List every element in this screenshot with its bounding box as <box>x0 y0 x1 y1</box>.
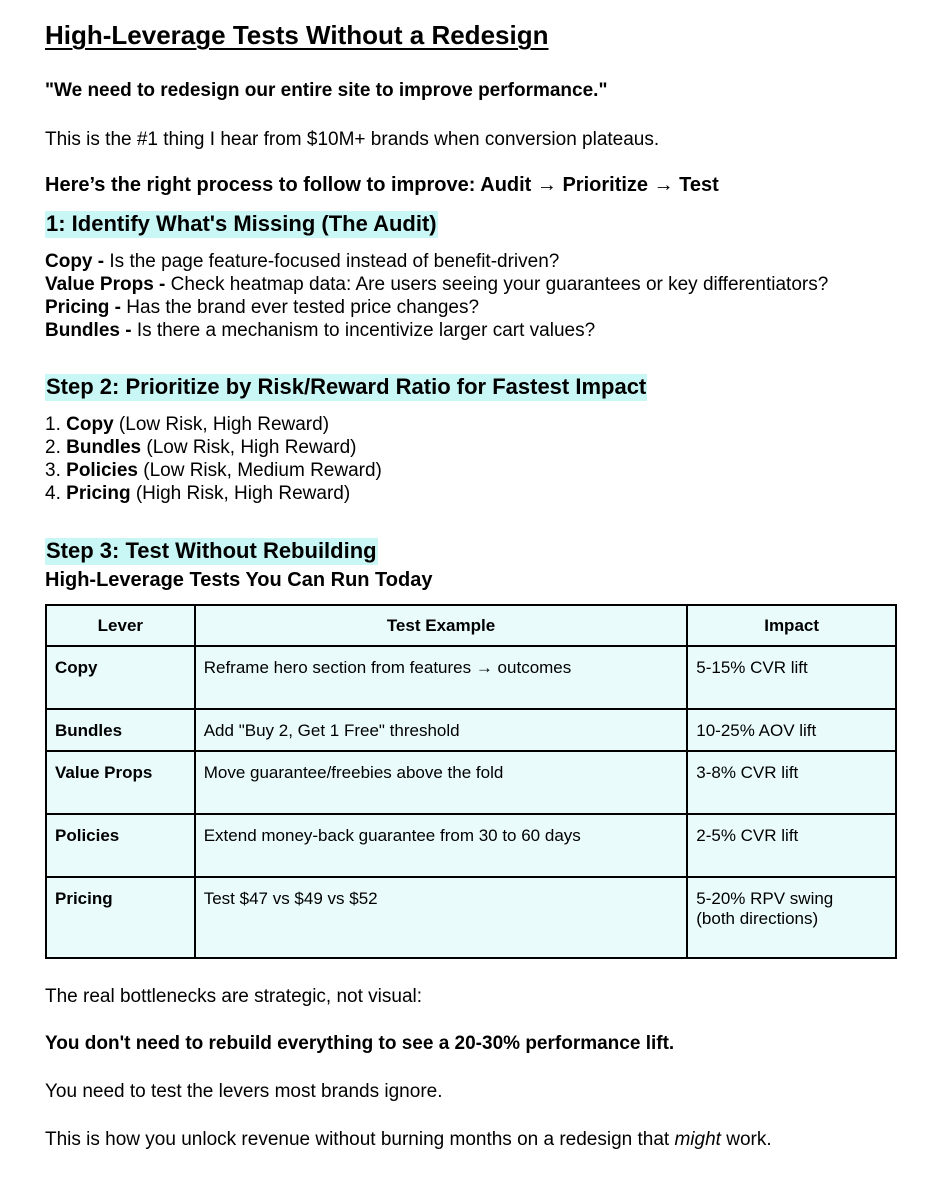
step3-heading: Step 3: Test Without Rebuilding <box>46 538 377 563</box>
audit-item-label: Value Props - <box>45 274 166 295</box>
audit-item-text: Is the page feature-focused instead of benefit-driven? <box>104 251 560 272</box>
step3-subheading: High-Leverage Tests You Can Run Today <box>45 569 433 591</box>
impact-cell: 3-8% CVR lift <box>687 751 896 814</box>
table-row <box>46 814 896 877</box>
test-example-cell: Move guarantee/freebies above the fold <box>195 751 688 814</box>
test-example-cell: Test $47 vs $49 vs $52 <box>195 877 688 958</box>
closing-line-4-start: This is how you unlock revenue without burning months on a redesign that <box>45 1129 675 1150</box>
impact-cell: 2-5% CVR lift <box>687 814 896 877</box>
lever-cell: Policies <box>46 814 195 877</box>
audit-item <box>45 296 828 319</box>
impact-cell: 10-25% AOV lift <box>687 709 896 751</box>
priority-label: Bundles <box>66 437 142 458</box>
step1-heading-wrap <box>45 209 438 239</box>
step2-heading-wrap <box>45 372 647 402</box>
closing-line-3: You need to test the levers most brands ignore. <box>45 1081 443 1102</box>
audit-item-text: Is there a mechanism to incentivize larger cart values? <box>131 320 596 341</box>
step3-heading-wrap <box>45 536 378 566</box>
closing-line-4 <box>45 1129 772 1151</box>
table-row <box>46 877 896 958</box>
closing-emphasis: might <box>674 1129 721 1150</box>
lever-cell: Bundles <box>46 709 195 751</box>
priority-list <box>45 413 382 505</box>
audit-item-label: Pricing - <box>45 297 122 318</box>
table-row <box>46 646 896 709</box>
test-example-cell: Add "Buy 2, Get 1 Free" threshold <box>195 709 688 751</box>
intro-text: This is the #1 thing I hear from $10M+ brands when conversion plateaus. <box>45 129 660 150</box>
test-example-cell: Extend money-back guarantee from 30 to 60 days <box>195 814 688 877</box>
priority-number: 4. <box>45 483 61 504</box>
levers-table <box>45 604 897 959</box>
impact-cell: 5-15% CVR lift <box>687 646 896 709</box>
lever-cell: Value Props <box>46 751 195 814</box>
audit-item-label: Bundles - <box>45 320 132 341</box>
audit-item-label: Copy - <box>45 251 105 272</box>
priority-item <box>45 413 382 436</box>
page-title: High-Leverage Tests Without a Redesign <box>45 20 549 50</box>
priority-text: (High Risk, High Reward) <box>130 483 351 504</box>
step2-heading: Step 2: Prioritize by Risk/Reward Ratio for Fastest Impact <box>46 374 647 399</box>
audit-item <box>45 273 828 296</box>
table-row <box>46 709 896 751</box>
column-header-test-example: Test Example <box>195 605 688 646</box>
opening-quote: "We need to redesign our entire site to improve performance." <box>45 80 608 101</box>
column-header-lever: Lever <box>46 605 195 646</box>
test-example-cell: Reframe hero section from features → outcomes <box>195 646 688 709</box>
closing-line-1: The real bottlenecks are strategic, not visual: <box>45 986 423 1007</box>
audit-item <box>45 319 828 342</box>
lever-cell: Copy <box>46 646 195 709</box>
priority-label: Pricing <box>66 483 131 504</box>
closing-line-2: You don't need to rebuild everything to see a 20-30% performance lift. <box>45 1033 675 1054</box>
priority-text: (Low Risk, Medium Reward) <box>137 460 382 481</box>
priority-item <box>45 482 382 505</box>
impact-cell: 5-20% RPV swing (both directions) <box>687 877 896 958</box>
audit-item <box>45 250 828 273</box>
priority-number: 2. <box>45 437 61 458</box>
audit-item-text: Has the brand ever tested price changes? <box>121 297 480 318</box>
step1-heading: 1: Identify What's Missing (The Audit) <box>46 211 437 236</box>
priority-number: 3. <box>45 460 61 481</box>
priority-label: Copy <box>66 414 114 435</box>
table-header-row <box>46 605 896 646</box>
priority-label: Policies <box>66 460 138 481</box>
priority-text: (Low Risk, High Reward) <box>141 437 357 458</box>
table-row <box>46 751 896 814</box>
priority-number: 1. <box>45 414 61 435</box>
audit-list <box>45 250 828 342</box>
audit-item-text: Check heatmap data: Are users seeing your guarantees or key differentiators? <box>165 274 829 295</box>
lever-cell: Pricing <box>46 877 195 958</box>
column-header-impact: Impact <box>687 605 896 646</box>
priority-item <box>45 459 382 482</box>
priority-text: (Low Risk, High Reward) <box>113 414 330 435</box>
priority-item <box>45 436 382 459</box>
process-line: Here’s the right process to follow to improve: Audit → Prioritize → Test <box>45 174 719 196</box>
closing-line-4-end: work. <box>720 1129 772 1150</box>
